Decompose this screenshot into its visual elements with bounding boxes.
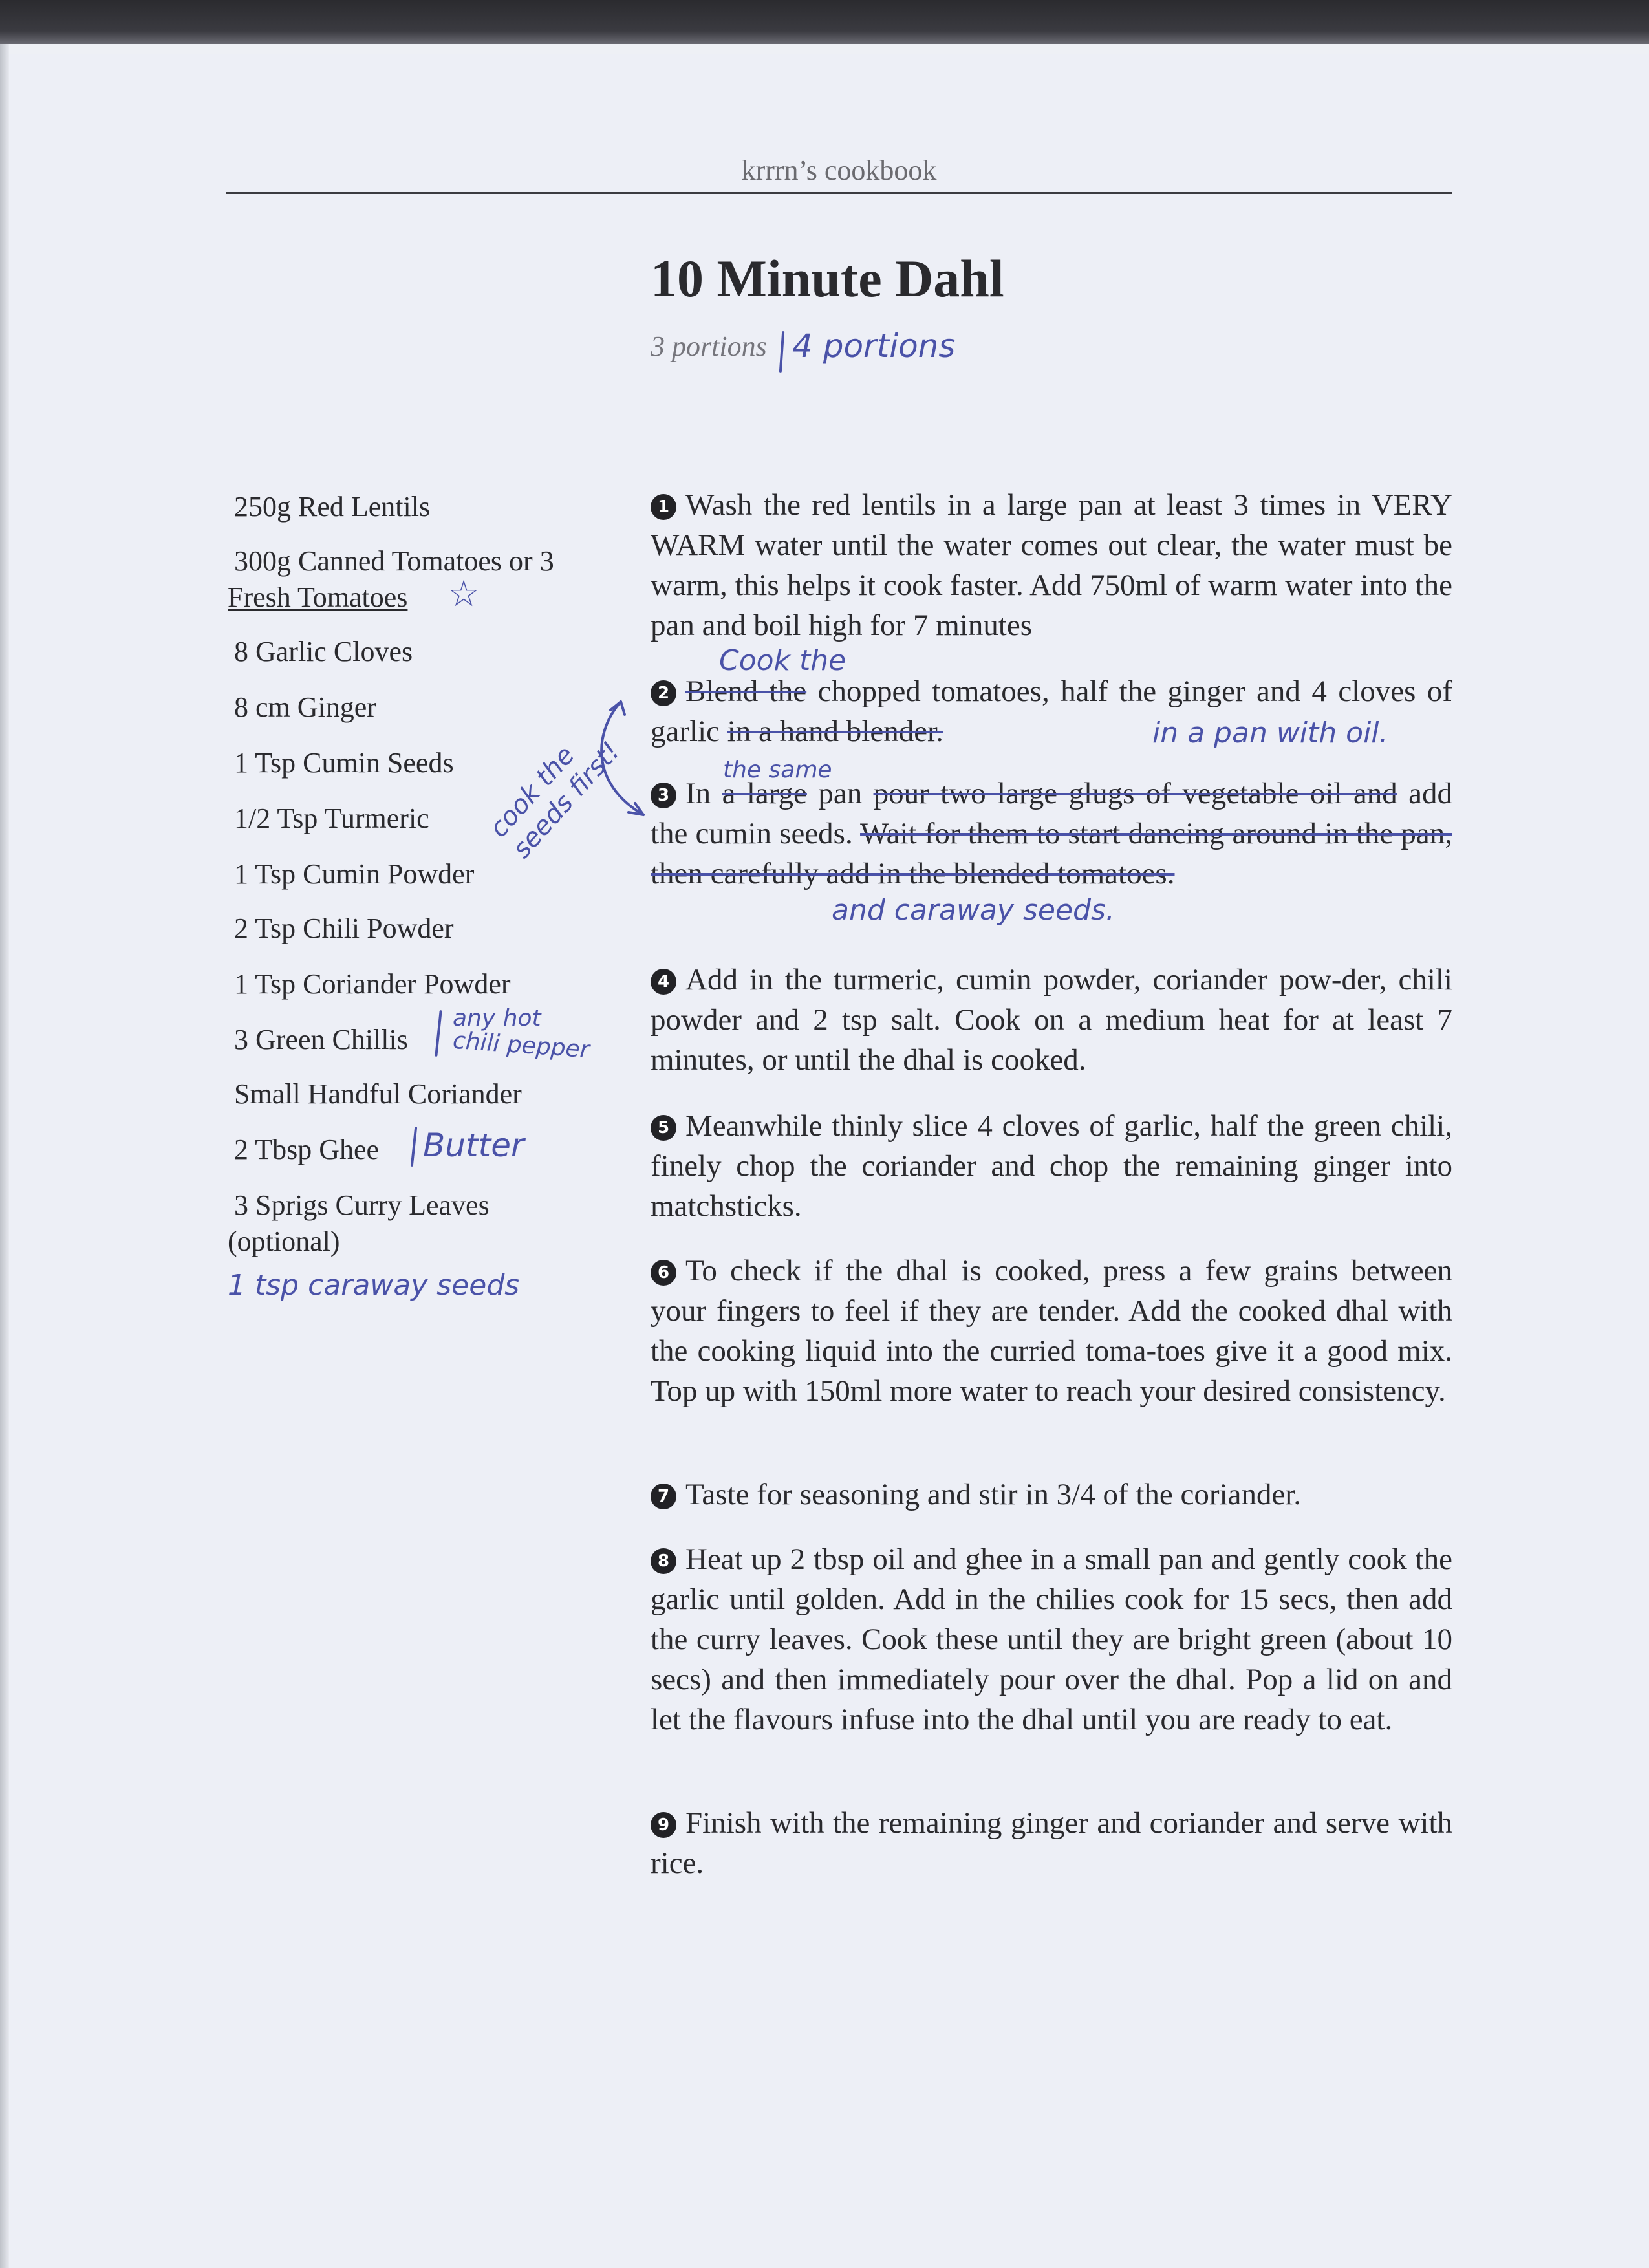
- step-text: To check if the dhal is cooked, press a few grains between your fingers to feel if they are tender. Add the cooked dhal with the cooking liquid into the curried toma-toes give it a good mix. Top up with 150ml more water to reach your desired consistency.: [651, 1254, 1452, 1408]
- ingredient-item: 1 Tsp Cumin Seeds: [234, 747, 454, 779]
- step-number: 7: [651, 1484, 676, 1509]
- handwritten-step3-append: and caraway seeds.: [832, 894, 1115, 927]
- annotation-arrows-icon: [582, 692, 660, 828]
- header-rule: [226, 192, 1452, 194]
- handwritten-step2-insert: Cook the: [719, 644, 846, 677]
- step-text: Meanwhile thinly slice 4 cloves of garlic, half the green chili, finely chop the coriander and chop the remaining ginger into matchsticks.: [651, 1109, 1452, 1223]
- struck-text: a large: [722, 777, 807, 810]
- step-9: [651, 1803, 1452, 1883]
- ingredient-item: Fresh Tomatoes: [228, 581, 408, 613]
- ingredient-item: 8 cm Ginger: [234, 691, 376, 723]
- step-text: In: [685, 777, 722, 810]
- step-number: 2: [651, 680, 676, 706]
- step-number: 1: [651, 494, 676, 520]
- handwritten-cook-seeds-note: cook the seeds first!: [484, 736, 626, 865]
- struck-text: Wait for them to start dancing around in the pan, then carefully add in the blended tomatoes.: [651, 817, 1452, 891]
- struck-text: Blend the: [685, 675, 807, 708]
- scan-border-top: [0, 0, 1649, 44]
- step-text: Wash the red lentils in a large pan at least 3 times in VERY WARM water until the water comes out clear, the water must be warm, this helps it cook faster. Add 750ml of warm water into the pan and boil high for 7 minutes: [651, 488, 1452, 642]
- step-number: 8: [651, 1548, 676, 1574]
- portions-label: 3 portions: [651, 330, 767, 362]
- step-text: pan: [806, 777, 874, 810]
- recipe-title: 10 Minute Dahl: [651, 249, 1004, 308]
- handwritten-chili-note-1: any hot: [453, 1005, 541, 1031]
- running-header: krrrn’s cookbook: [741, 155, 937, 186]
- ingredient-item: 3 Green Chillis: [234, 1024, 408, 1055]
- ingredient-item: 2 Tbsp Ghee: [234, 1134, 380, 1165]
- scan-border-left: [0, 44, 9, 2268]
- ingredient-item: 1 Tsp Coriander Powder: [234, 968, 511, 1000]
- step-text: Finish with the remaining ginger and coriander and serve with rice.: [651, 1806, 1452, 1880]
- step-6: [651, 1251, 1452, 1411]
- handwritten-portions: 4 portions: [792, 327, 956, 365]
- step-text: add the cumin seeds.: [651, 777, 1452, 850]
- ingredient-item: 3 Sprigs Curry Leaves: [234, 1189, 490, 1221]
- step-number: 3: [651, 783, 676, 808]
- step-text: chopped tomatoes, half the ginger and 4 cloves of garlic: [651, 675, 1452, 748]
- step-text: Add in the turmeric, cumin powder, coriander pow-der, chili powder and 2 tsp salt. Cook on a medium heat for at least 7 minutes, or until the dhal is cooked.: [651, 963, 1452, 1077]
- step-8: [651, 1539, 1452, 1740]
- handwritten-step3-insert: the same: [723, 757, 832, 783]
- star-mark: ☆: [447, 573, 480, 615]
- ingredient-item: 250g Red Lentils: [234, 491, 431, 523]
- ingredient-item: (optional): [228, 1226, 340, 1257]
- step-7: [651, 1474, 1452, 1515]
- step-5: [651, 1106, 1452, 1226]
- step-number: 5: [651, 1115, 676, 1141]
- ingredient-item: 1 Tsp Cumin Powder: [234, 858, 475, 890]
- step-4: [651, 960, 1452, 1080]
- handwritten-step2-append: in a pan with oil.: [1152, 717, 1388, 750]
- step-text: Heat up 2 tbsp oil and ghee in a small pan and gently cook the garlic until golden. Add in the chilies cook for 15 secs, then add the curry leaves. Cook these until they are bright green (about 10 secs) and then immediately pour over the dhal. Pop a lid on and let the flavours infuse into the dhal until you are ready to eat.: [651, 1542, 1452, 1736]
- step-number: 4: [651, 969, 676, 995]
- step-number: 6: [651, 1260, 676, 1286]
- step-text: Taste for seasoning and stir in 3/4 of the coriander.: [685, 1478, 1302, 1511]
- ingredient-item: 2 Tsp Chili Powder: [234, 913, 454, 944]
- step-1: [651, 485, 1452, 645]
- handwritten-chili-note-2: chili pepper: [451, 1027, 590, 1064]
- ingredient-item: Small Handful Coriander: [234, 1078, 522, 1110]
- handwritten-butter: Butter: [423, 1127, 524, 1164]
- struck-text: pour two large glugs of vegetable oil and: [873, 777, 1397, 810]
- ingredient-item: 8 Garlic Cloves: [234, 636, 413, 667]
- struck-text: in a hand blender.: [727, 715, 943, 748]
- handwritten-extra-ingredient: 1 tsp caraway seeds: [228, 1269, 520, 1302]
- step-3: [651, 773, 1452, 894]
- step-number: 9: [651, 1812, 676, 1838]
- ingredient-item: 1/2 Tsp Turmeric: [234, 803, 429, 834]
- ingredient-item: 300g Canned Tomatoes or 3: [234, 545, 554, 577]
